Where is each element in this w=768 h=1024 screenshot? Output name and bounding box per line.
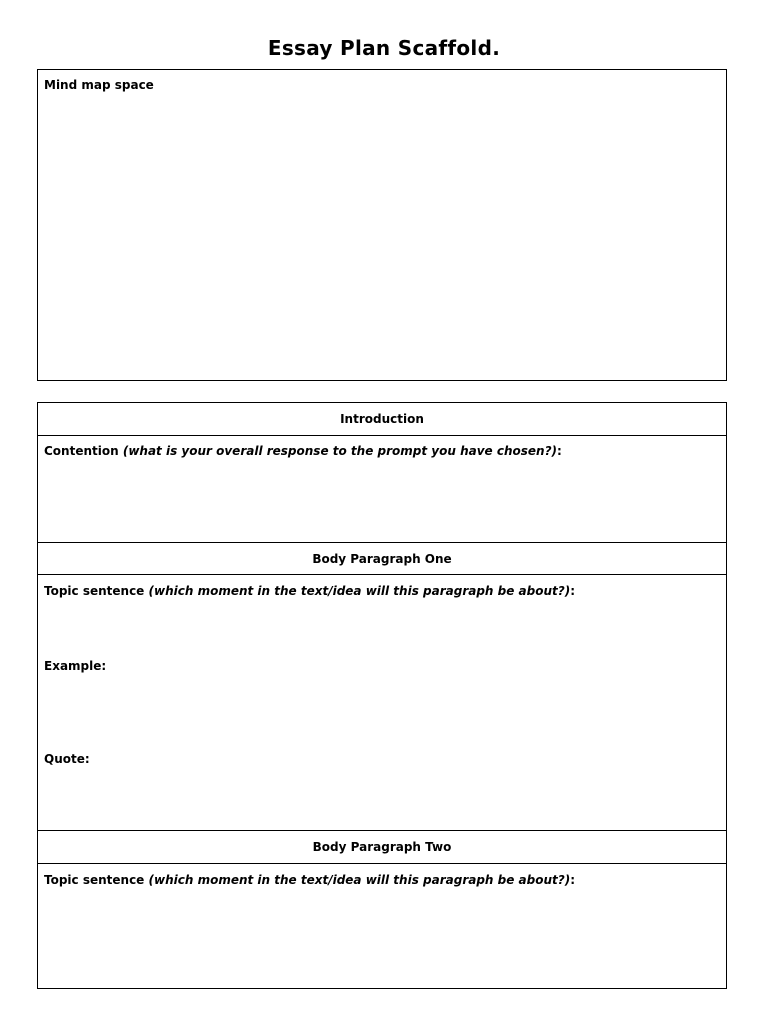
body-two-heading: Body Paragraph Two	[38, 831, 726, 864]
body-one-cell[interactable]	[38, 575, 726, 831]
body-two-topic-field	[44, 873, 575, 887]
body-one-topic-label: Topic sentence	[44, 584, 145, 598]
introduction-heading: Introduction	[38, 403, 726, 436]
body-two-cell[interactable]	[38, 864, 726, 990]
contention-suffix: :	[557, 444, 562, 458]
page-title: Essay Plan Scaffold.	[267, 36, 501, 60]
body-one-topic-suffix: :	[570, 584, 576, 598]
essay-plan-table	[37, 402, 727, 989]
contention-prompt: (what is your overall response to the prompt you have chosen?)	[122, 444, 558, 458]
body-two-topic-suffix: :	[570, 873, 576, 887]
mind-map-box[interactable]	[37, 69, 727, 381]
mind-map-label: Mind map space	[44, 78, 154, 92]
contention-cell[interactable]	[38, 436, 726, 543]
body-one-heading: Body Paragraph One	[38, 543, 726, 575]
body-two-topic-label: Topic sentence	[44, 873, 145, 887]
body-one-quote-label: Quote:	[44, 752, 90, 766]
body-one-example-label: Example:	[44, 659, 107, 673]
body-one-topic-field	[44, 584, 575, 598]
contention-label: Contention	[44, 444, 119, 458]
contention-field	[44, 444, 562, 458]
body-two-topic-prompt: (which moment in the text/idea will this paragraph be about?)	[148, 873, 571, 887]
body-one-topic-prompt: (which moment in the text/idea will this paragraph be about?)	[148, 584, 571, 598]
